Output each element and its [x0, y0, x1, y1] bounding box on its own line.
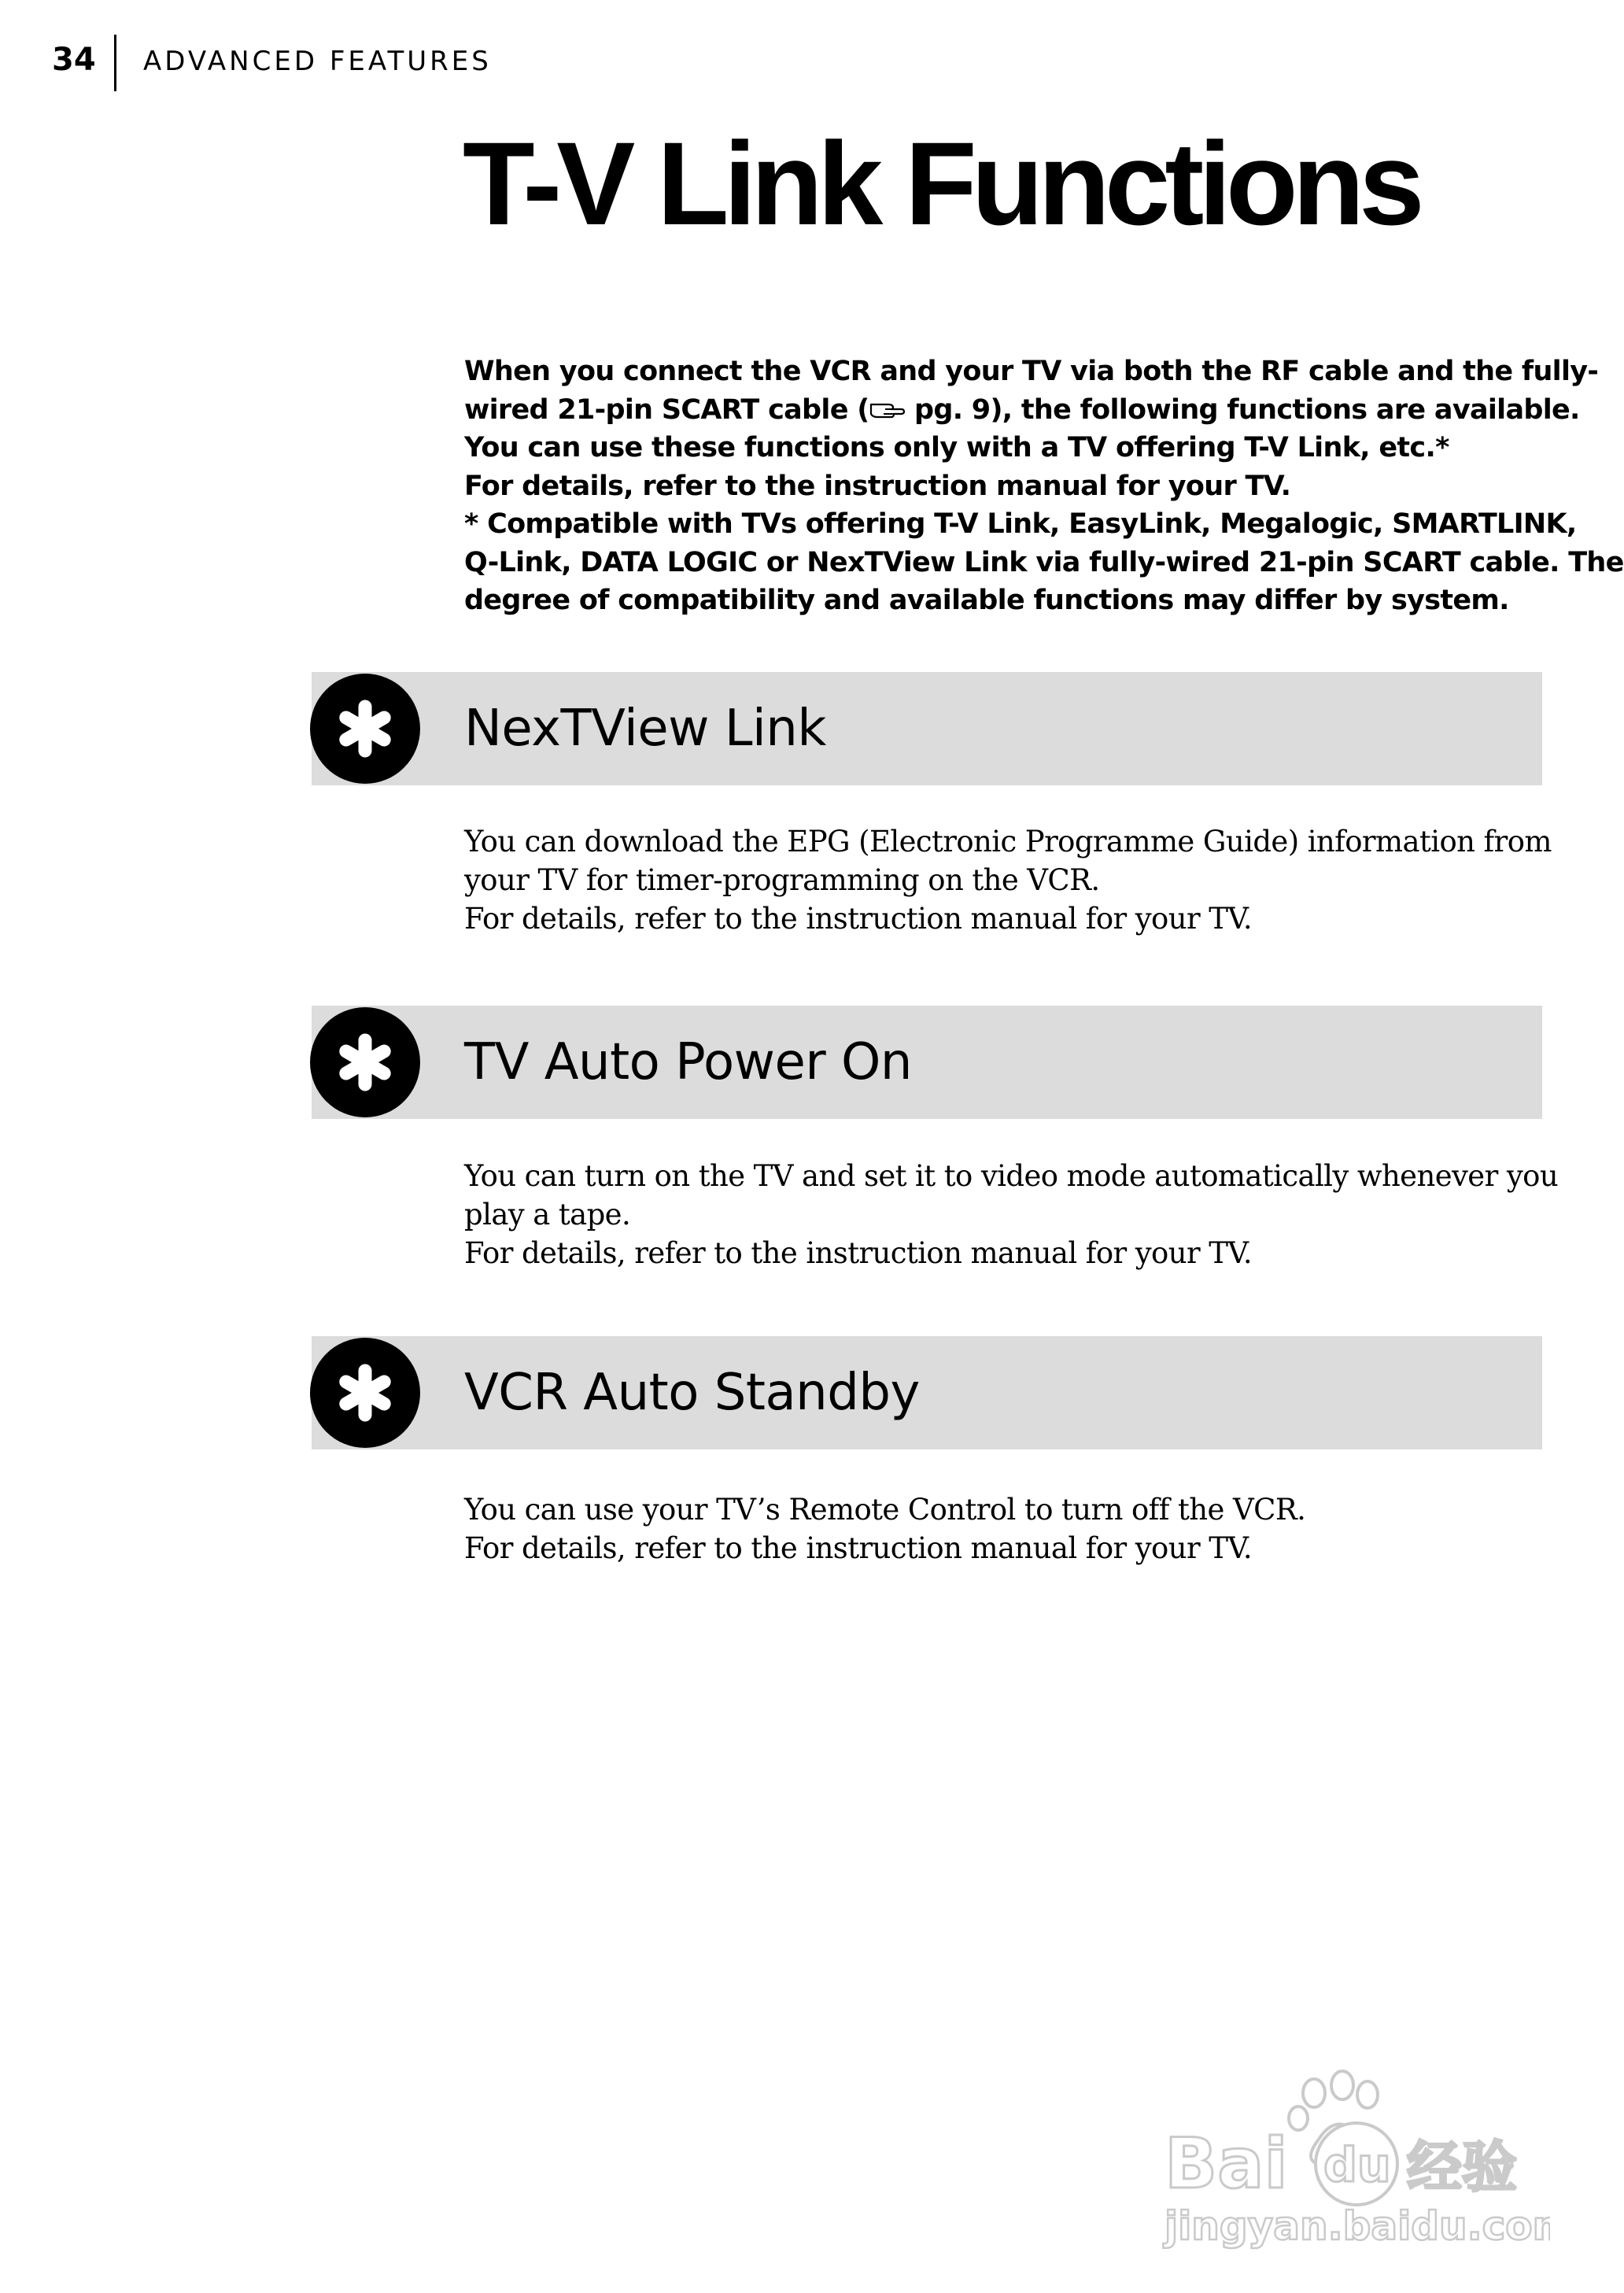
svg-text:Bai: Bai [1164, 2123, 1288, 2204]
section-heading: NexTView Link [464, 700, 826, 758]
section-header-vcr-auto-standby [312, 1336, 1542, 1449]
section-body-vcr-auto-standby [464, 1490, 1550, 1567]
page-number: 34 [52, 42, 96, 78]
body-line: You can download the EPG (Electronic Programme Guide) information from [464, 825, 1552, 858]
section-body-nextview-link [464, 822, 1550, 938]
svg-text:du: du [1323, 2138, 1391, 2193]
asterisk-icon [310, 1338, 420, 1448]
page-title: T-V Link Functions [463, 117, 1419, 249]
intro-line: When you connect the VCR and your TV via both the RF cable and the fully- [464, 356, 1599, 387]
intro-line: * Compatible with TVs offering T-V Link, EasyLink, Megalogic, SMARTLINK, [464, 508, 1577, 540]
paw-logo-icon [1157, 2054, 1550, 2251]
body-line: You can use your TV’s Remote Control to turn off the VCR. [464, 1493, 1306, 1527]
intro-line: You can use these functions only with a TV offering T-V Link, etc.* [464, 432, 1449, 463]
pointing-hand-icon [869, 391, 906, 430]
intro-line [464, 391, 1580, 430]
asterisk-icon [310, 1007, 420, 1117]
intro-line: Q-Link, DATA LOGIC or NexTView Link via fully-wired 21-pin SCART cable. The [464, 546, 1624, 578]
intro-line-part: wired 21-pin SCART cable ( [464, 393, 869, 426]
body-line: For details, refer to the instruction manual for your TV. [464, 1531, 1253, 1565]
section-header-nextview-link [312, 672, 1542, 785]
svg-text:经验: 经验 [1407, 2135, 1517, 2199]
baidu-watermark [1157, 2054, 1550, 2251]
body-line: your TV for timer-programming on the VCR. [464, 863, 1100, 897]
svg-text:jingyan.baidu.com: jingyan.baidu.com [1164, 2203, 1550, 2249]
body-line: You can turn on the TV and set it to video mode automatically whenever you [464, 1159, 1559, 1193]
section-heading: VCR Auto Standby [464, 1364, 920, 1422]
body-line: For details, refer to the instruction manual for your TV. [464, 1236, 1253, 1270]
body-line: play a tape. [464, 1198, 631, 1231]
body-line: For details, refer to the instruction manual for your TV. [464, 902, 1253, 936]
intro-line: degree of compatibility and available functions may differ by system. [464, 585, 1509, 616]
intro-paragraph [464, 353, 1624, 620]
header-divider [114, 35, 116, 91]
section-header-tv-auto-power-on [312, 1006, 1542, 1119]
asterisk-icon [310, 674, 420, 784]
section-label: ADVANCED FEATURES [143, 46, 492, 77]
section-body-tv-auto-power-on [464, 1157, 1559, 1272]
section-heading: TV Auto Power On [464, 1033, 912, 1091]
intro-line: For details, refer to the instruction manual for your TV. [464, 470, 1291, 502]
intro-line-part: pg. 9), the following functions are available. [905, 393, 1580, 426]
